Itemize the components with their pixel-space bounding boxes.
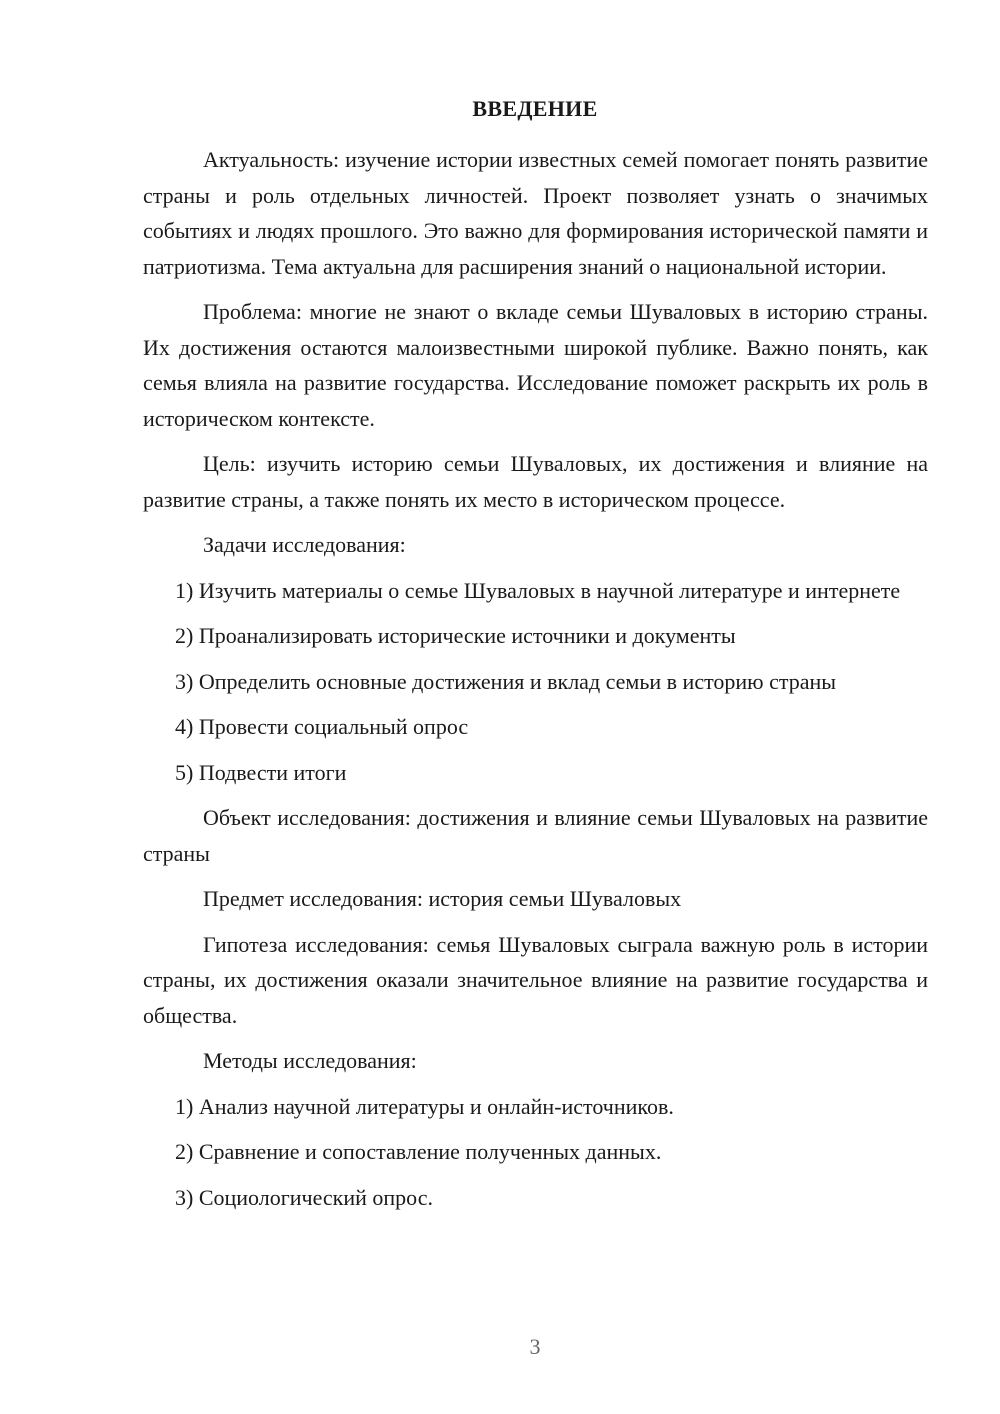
task-item-5: 5) Подвести итоги: [175, 759, 347, 785]
page-title: ВВЕДЕНИЕ: [472, 96, 598, 121]
method-item-3: 3) Социологический опрос.: [175, 1184, 433, 1210]
task-item-2: 2) Проанализировать исторические источники и документы: [175, 623, 736, 648]
paragraph-object: Объект исследования: достижения и влияние семьи Шуваловых на развитие страны: [143, 805, 928, 866]
method-item-1: 1) Анализ научной литературы и онлайн-источников.: [175, 1093, 674, 1119]
page-number: 3: [529, 1334, 541, 1359]
paragraph-hypothesis: Гипотеза исследования: семья Шуваловых сыграла важную роль в истории страны, их достижения оказали значительное влияние на развитие государства и общества.: [143, 931, 928, 1028]
document-body: [143, 142, 928, 1215]
task-item-3: 3) Определить основные достижения и вклад семьи в историю страны: [175, 668, 837, 694]
paragraph-tasks-heading: Задачи исследования:: [203, 532, 406, 557]
paragraph-goal: Цель: изучить историю семьи Шуваловых, их достижения и влияние на развитие страны, а также понять их место в историческом процессе.: [143, 451, 928, 512]
method-item-2: 2) Сравнение и сопоставление полученных данных.: [175, 1139, 662, 1164]
paragraph-subject: Предмет исследования: история семьи Шуваловых: [203, 886, 682, 911]
task-item-1: 1) Изучить материалы о семье Шуваловых в научной литературе и интернете: [175, 577, 901, 603]
paragraph-relevance: Актуальность: изучение истории известных семей помогает понять развитие страны и роль отдельных личностей. Проект позволяет узнать о значимых событиях и людях прошлого. Это важно для формирования исторической памяти и патриотизма. Тема актуальна для расширения знаний о национальной истории.: [143, 147, 928, 279]
paragraph-methods-heading: Методы исследования:: [203, 1048, 417, 1073]
task-item-4: 4) Провести социальный опрос: [175, 714, 469, 739]
paragraph-problem: Проблема: многие не знают о вкладе семьи Шуваловых в историю страны. Их достижения остаются малоизвестными широкой публике. Важно понять, как семья влияла на развитие государства. Исследование поможет раскрыть их роль в историческом контексте.: [143, 299, 928, 431]
